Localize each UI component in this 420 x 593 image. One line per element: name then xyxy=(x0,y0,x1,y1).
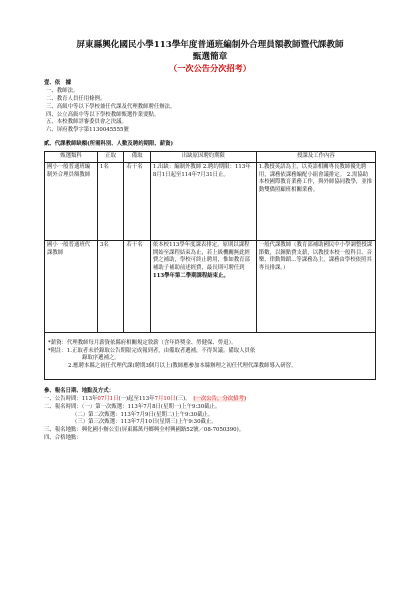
attach-note-2: 2.應聘本縣之初任代理代課(聘期3個月以上)教師應參加本縣辦理之初任代理代課教師導入研習。 xyxy=(68,363,297,370)
row-period-text: 依本校113學年度課表排定，原則以課程開始至課程結束為止，若上級機關無此經費之補助，學校可終止聘用，惟如教育部補助子補助前述經費，最長則可聘任到 xyxy=(152,241,250,272)
attach-prefix: *附註： xyxy=(48,347,67,354)
basis-item: 五、本校教師評審委員會之決議。 xyxy=(46,119,127,126)
row-period: 1.出缺：編制外教師 2.聘約期限：113年8月1日起至114年7月31日止。 xyxy=(150,162,256,240)
announce-box: (一次公告，分次招考) xyxy=(193,395,247,402)
header-primary: 正取 xyxy=(97,151,123,162)
row-period-end: 113學年第二學期課程結束止。 xyxy=(152,273,229,280)
reg-round: （三）第三次甄選：113年7月10日(星期三)上午9:30截止。 xyxy=(72,419,217,426)
header-duties: 授課及工作內容 xyxy=(256,151,375,162)
notes xyxy=(48,340,372,371)
header-alternate: 備取 xyxy=(124,151,150,162)
vacancy-table xyxy=(44,151,376,380)
row-primary: 3名 xyxy=(97,240,123,332)
title-line-3: （一次公告分次招考） xyxy=(169,63,251,74)
title-line-2: 甄選簡章 xyxy=(192,51,228,62)
notes-row xyxy=(45,332,376,379)
section2-heading: 貳、代課教師缺額(所需科別、人數及聘約期限、薪資) xyxy=(44,141,174,148)
basis-item: 四、公立高級中等以下學校教師甄選作業要點。 xyxy=(46,111,160,118)
section1-heading: 壹、依 據 xyxy=(44,80,71,87)
table-row xyxy=(45,162,376,240)
registration-line xyxy=(44,404,376,412)
notes-cell xyxy=(45,332,376,379)
row-alternate: 若干名 xyxy=(124,162,150,240)
row-category: 國小一般普通班代課教師 xyxy=(45,240,98,332)
document-title xyxy=(44,40,376,74)
announce-line xyxy=(44,396,376,404)
attach-1a: 1.正取者未於錄取公告期限完成報到者，由備取者遞補，不得異議。備取人員依 xyxy=(66,347,256,354)
announce-mid: (一)起至113年 xyxy=(118,395,155,402)
row-duties: 1.教授英語為主，以英語相關專長教師優先聘用，課務依課務編配小組會議排定。 2.需協助本校國際教育業務工作，與外師協同教學，並推動雙僑照顧班相關業務。 xyxy=(256,162,375,240)
announce-end: 7月10日 xyxy=(154,395,176,402)
header-category: 甄選類科 xyxy=(45,151,98,162)
basis-item: 三、高級中等以下學校兼任代課及代理教師聘任辦法。 xyxy=(46,103,176,110)
row-duties: 一般代課教師（教育部補助國民中小學調整授課節數，以鐘點費支薪，以教授本校一般科目、音樂、律動舞蹈...等課務為主，課務由學校依照其專長排課。） xyxy=(256,240,375,332)
section1-list xyxy=(44,88,376,135)
basis-item: 二、教育人員任用條例。 xyxy=(46,95,106,102)
reg-label: 二、報名時間： xyxy=(44,403,82,410)
salary-note: *薪資：代理教師每月薪資依縣府相關規定敘薪（含年終獎金、勞健保、勞退）。 xyxy=(48,339,237,346)
table-row xyxy=(45,240,376,332)
reg-round: （一）第一次甄選：113年7月8日(星期一)上午9:30截止。 xyxy=(81,403,221,410)
row-primary: 1名 xyxy=(97,162,123,240)
announce-post: (三)。 xyxy=(175,395,188,402)
exam-location: 四、合格地點： xyxy=(44,434,82,441)
registration-location: 三、報名地點：興化國小辦公室(屏東縣萬丹鄉興全村興國路52號／08-7050390)。 xyxy=(44,427,245,434)
attach-note-1b: 錄取序遞補之。 xyxy=(82,355,120,362)
basis-item: 一、教師法。 xyxy=(46,88,79,95)
header-period: 出缺原因聘約期限 xyxy=(150,151,256,162)
row-alternate: 若干名 xyxy=(124,240,150,332)
announce-pre: 一、公告時間：113年 xyxy=(44,395,98,402)
row-period xyxy=(150,240,256,332)
row-category: 國小一般普通班編制外合理員額教師 xyxy=(45,162,98,240)
announce-start: 07月1日 xyxy=(97,395,119,402)
section3-content xyxy=(44,396,376,443)
table-header-row xyxy=(45,151,376,162)
basis-item: 六、屏府教學字第1130045555號 xyxy=(46,127,129,134)
section3-heading: 參、報名日期、地點及方式： xyxy=(44,388,115,395)
reg-round: （二）第二次甄選：113年7月9日(星期二)上午9:30截止。 xyxy=(72,411,214,418)
title-line-1: 屏東縣興化國民小學113學年度普通班編制外合理員額教師暨代課教師 xyxy=(76,40,344,50)
